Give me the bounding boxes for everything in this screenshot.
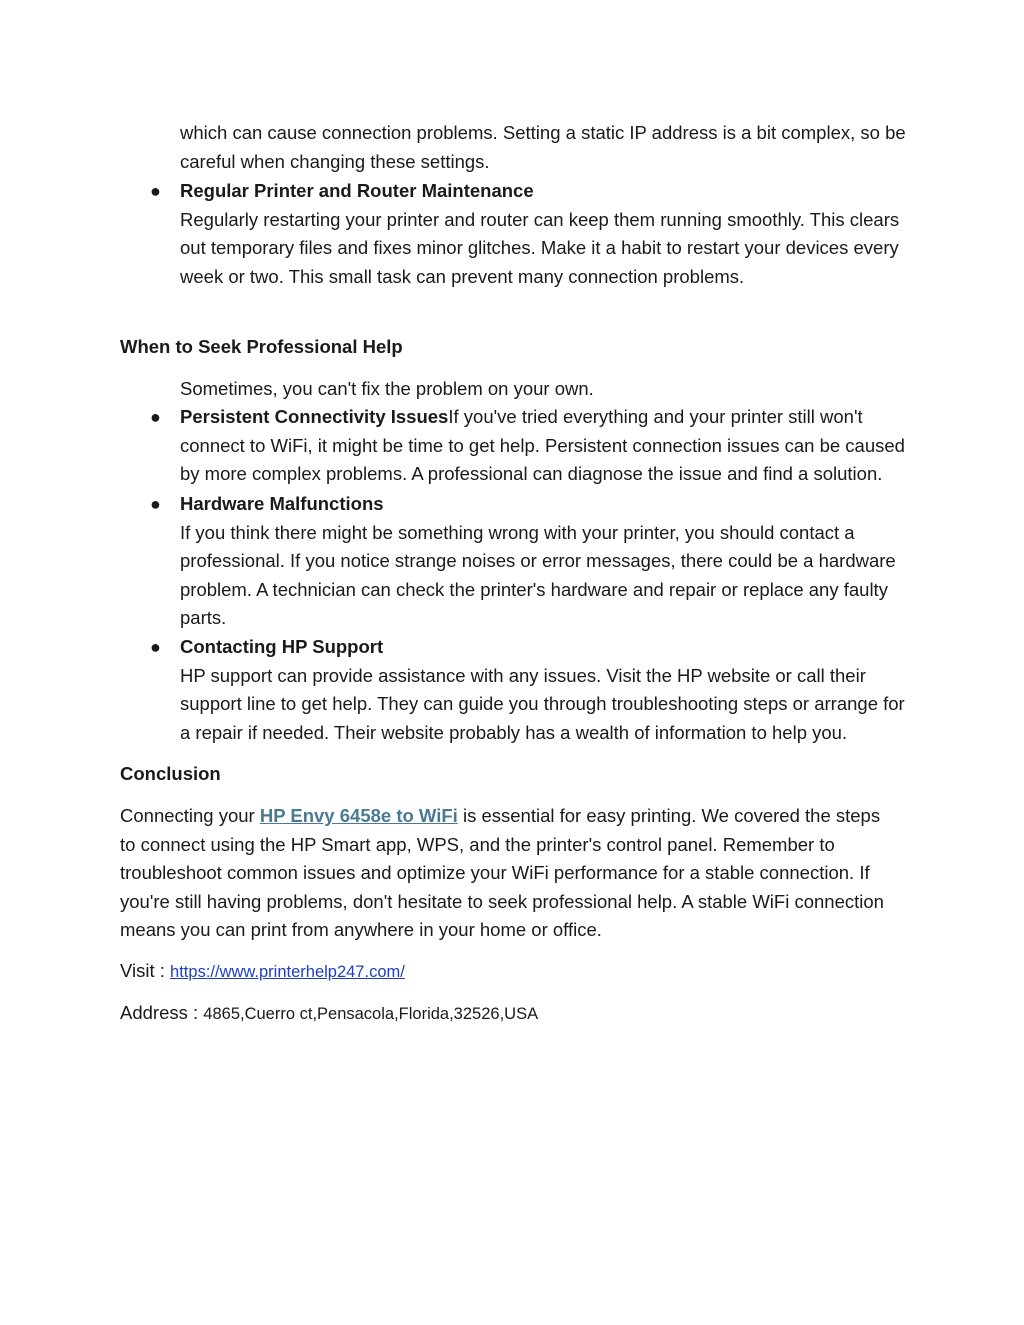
conclusion-paragraph [120,802,900,945]
list-item-text: HP support can provide assistance with any issues. Visit the HP website or call their support line to get help. They can guide you through troubleshooting steps or arrange for a repair if needed. Their website probably has a wealth of information to help you. [180,664,905,743]
address-value: 4865,Cuerro ct,Pensacola,Florida,32526,USA [203,1005,539,1023]
list-item-maintenance [150,177,920,291]
bullet-icon: ● [150,637,161,657]
conclusion-text-after: is essential for easy printing. We covered the steps to connect using the HP Smart app, WPS, and the printer's control panel. Remember to troubleshoot common issues and optimize your WiFi performance for a stable connection. If you're still having problems, don't hesitate to seek professional help. A stable WiFi connection means you can print from anywhere in your home or office. [120,805,884,940]
list-item-text: If you think there might be something wrong with your printer, you should contact a professional. If you notice strange noises or error messages, there could be a hardware problem. A technician can check the printer's hardware and repair or replace any faulty parts. [180,521,896,628]
section-heading-conclusion: Conclusion [120,763,221,784]
hp-envy-wifi-link[interactable]: HP Envy 6458e to WiFi [259,805,458,826]
list-item-text: If you've tried everything and your printer still won't connect to WiFi, it might be time to get help. Persistent connection issues can be caused by more complex problems. A professional can diagnose the issue and find a solution. [180,406,905,484]
list-item-title: Contacting HP Support [180,636,384,657]
visit-label: Visit : [120,960,171,981]
list-item-text: Regularly restarting your printer and router can keep them running smoothly. This clears out temporary files and fixes minor glitches. Make it a habit to restart your devices every week or two. This small task can prevent many connection problems. [180,208,900,287]
list-item-hardware-malfunctions [150,490,920,633]
list-item-title: Persistent Connectivity Issues [180,406,449,427]
list-item-hp-support [150,633,920,747]
section-intro: Sometimes, you can't fix the problem on your own. [180,378,594,399]
list-item-persistent-connectivity [150,403,920,489]
list-item-title: Hardware Malfunctions [180,493,384,514]
bullet-icon: ● [150,407,161,427]
address-label: Address : [120,1002,204,1023]
section-heading-professional-help: When to Seek Professional Help [120,336,403,357]
visit-line [120,957,920,987]
address-line [120,999,920,1029]
conclusion-text-before: Connecting your [120,805,260,826]
bullet-icon: ● [150,494,161,514]
list-item-title: Regular Printer and Router Maintenance [180,180,534,201]
intro-continuation: which can cause connection problems. Setting a static IP address is a bit complex, so be careful when changing these settings. [180,122,906,172]
bullet-icon: ● [150,181,161,201]
website-link[interactable]: https://www.printerhelp247.com/ [170,963,405,981]
